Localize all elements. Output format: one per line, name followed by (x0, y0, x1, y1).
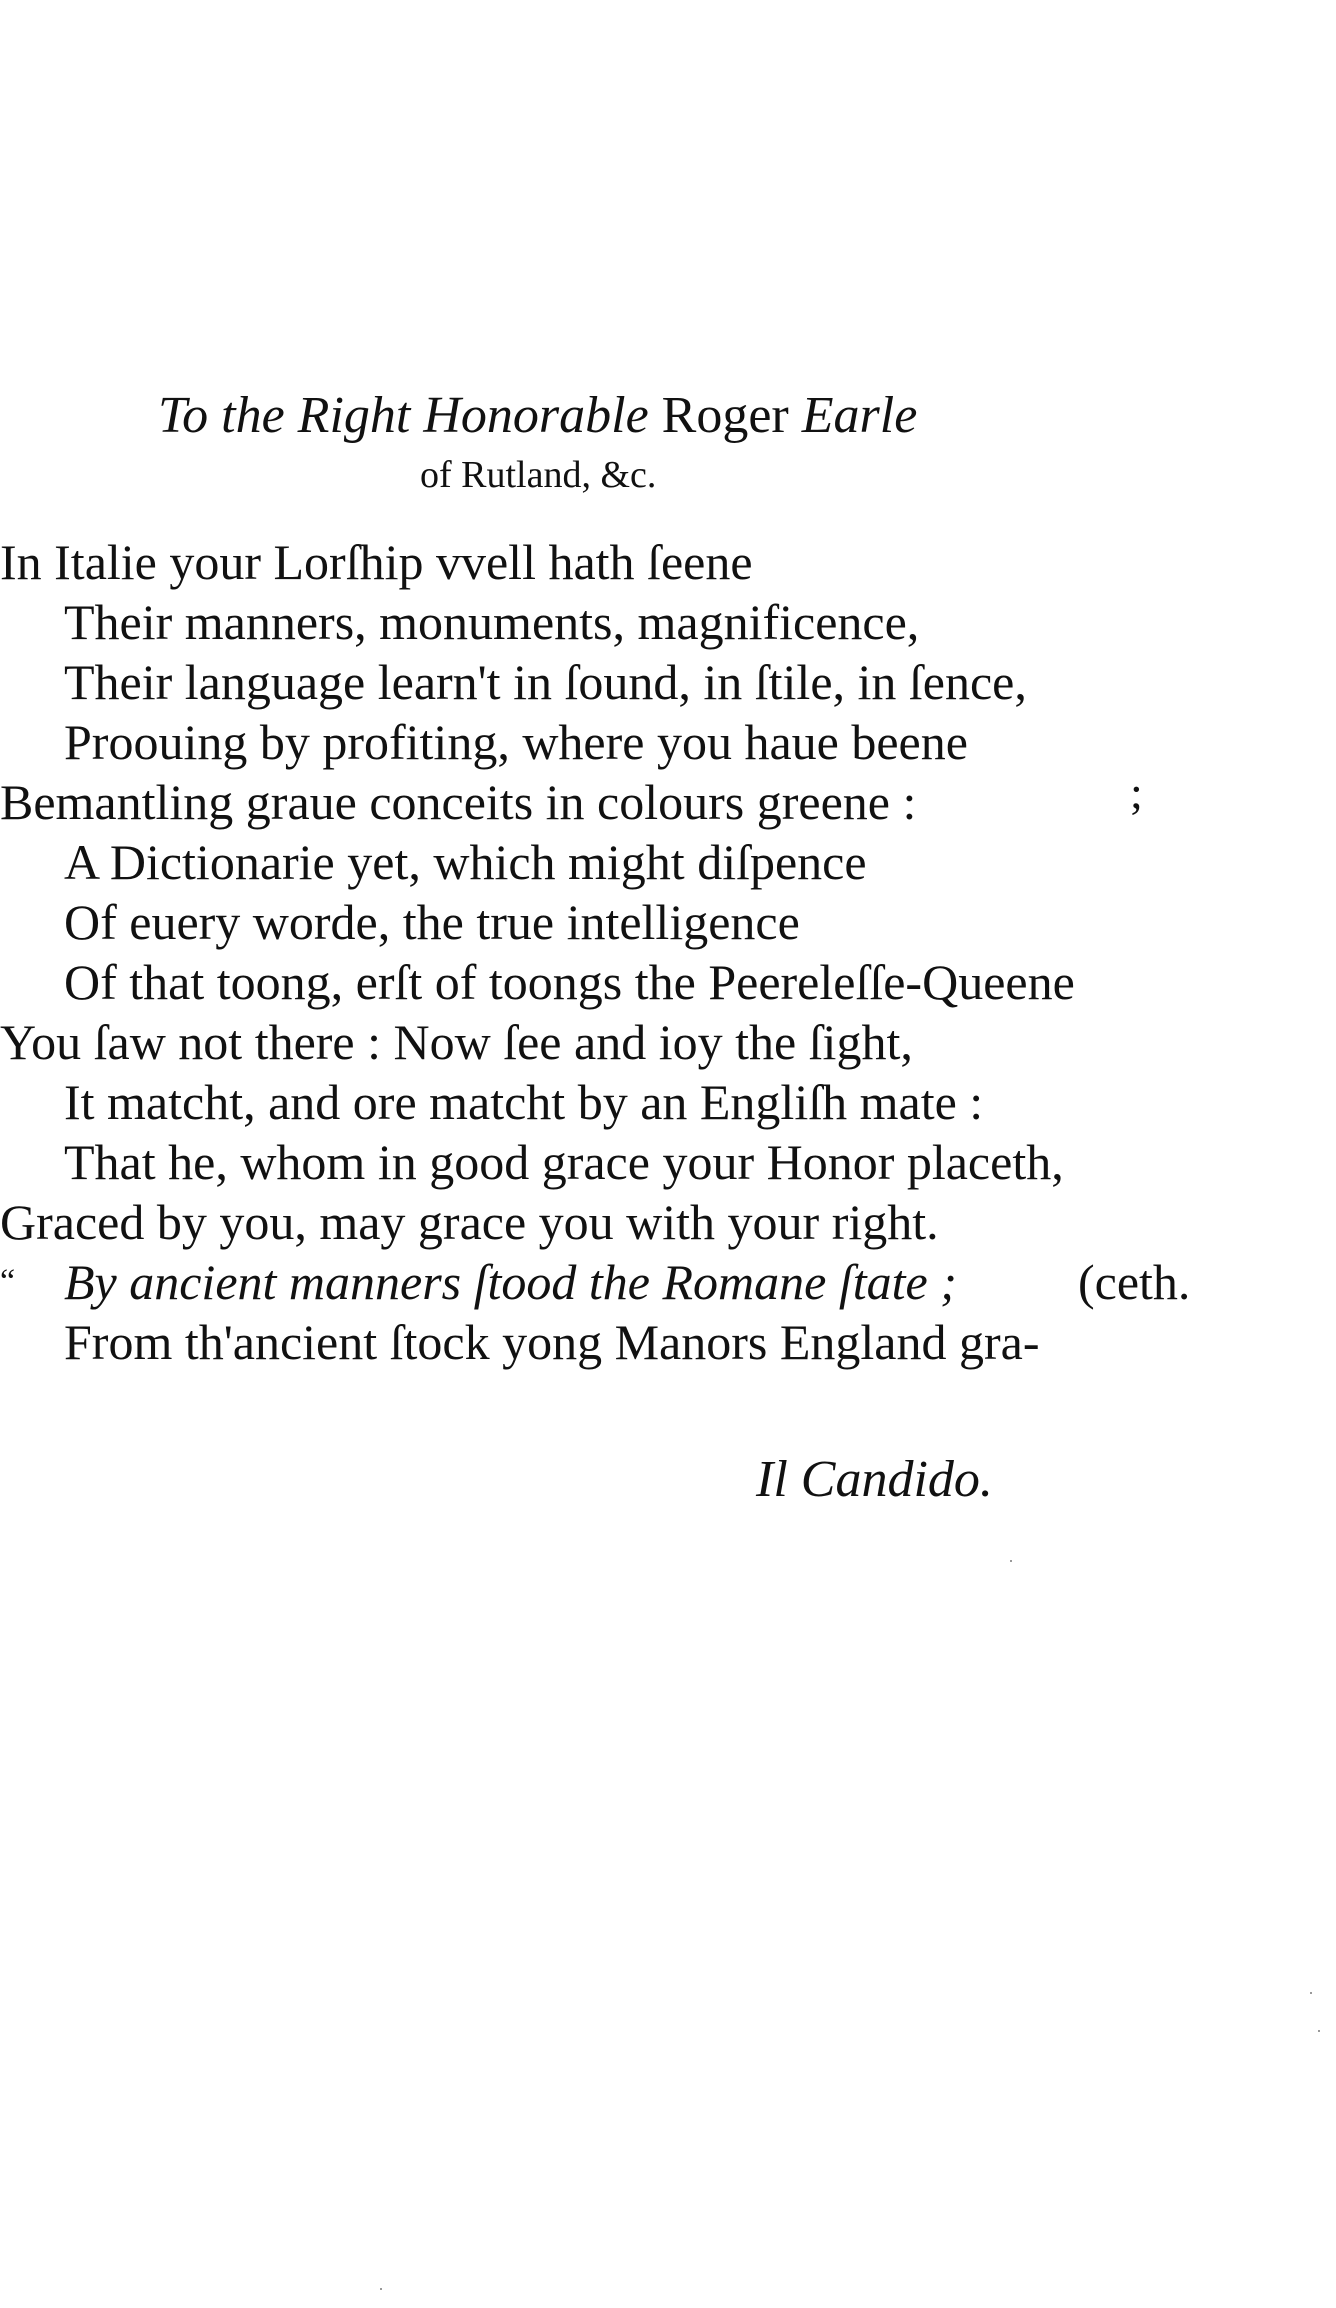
dedication-subtitle: of Rutland, &c. (420, 454, 657, 496)
paper-speck (380, 2288, 382, 2290)
poem-line-8: Of that toong, erſt of toongs the Peereleſſe-Queene (64, 954, 1075, 1010)
poem-line-2: Their manners, monuments, magnificence, (64, 594, 920, 650)
poem-line-6: A Dictionarie yet, which might diſpence (64, 834, 867, 890)
poem-line-3: Their language learn't in ſound, in ſtile, in ſence, (64, 654, 1027, 710)
poem-line-12: Graced by you, may grace you with your right. (0, 1194, 939, 1250)
poem-line-4-semicolon: ; (1130, 767, 1143, 818)
signature: Il Candido. (756, 1451, 993, 1508)
dedication-title-name: Roger (661, 387, 789, 444)
poem-line-13: By ancient manners ſtood the Romane ſtate ; (64, 1254, 957, 1310)
poem-line-7: Of euery worde, the true intelligence (64, 894, 800, 950)
dedication-title (158, 386, 917, 446)
paper-speck (1318, 2030, 1320, 2032)
poem-line-9: You ſaw not there : Now ſee and ioy the ſight, (0, 1014, 913, 1070)
paper-speck (1310, 1992, 1312, 1994)
poem-line-4: Proouing by profiting, where you haue beene (64, 714, 968, 770)
poem-line-10: It matcht, and ore matcht by an Engliſh mate : (64, 1074, 984, 1130)
poem-line-14: From th'ancient ſtock yong Manors England gra- (64, 1314, 1040, 1370)
poem-line-13-tail: (ceth. (1078, 1254, 1191, 1310)
dedication-title-rank: Earle (801, 387, 918, 444)
poem-line-11: That he, whom in good grace your Honor placeth, (64, 1134, 1064, 1190)
quote-mark: “ (0, 1263, 16, 1300)
poem-line-5: Bemantling graue conceits in colours greene : (0, 774, 917, 830)
paper-speck (1010, 1560, 1012, 1562)
poem-line-1: In Italie your Lorſhip vvell hath ſeene (0, 534, 753, 590)
dedication-title-part1: To the Right Honorable (158, 387, 649, 444)
